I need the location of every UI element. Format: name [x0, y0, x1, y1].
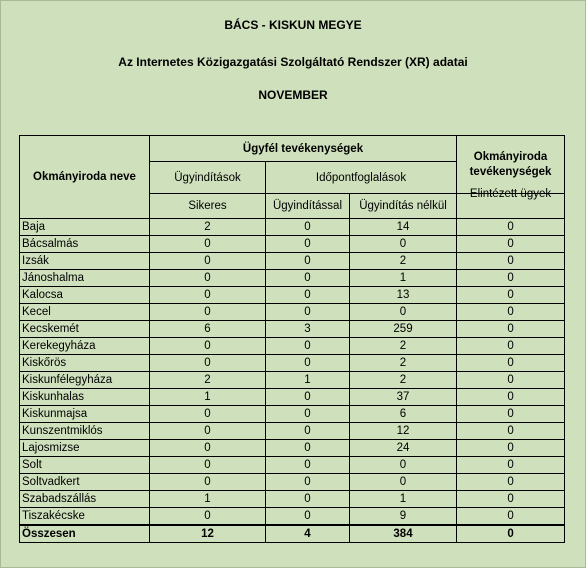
total-successful: 12 — [150, 525, 266, 543]
table-row — [20, 253, 565, 270]
with-initiation-cell: 0 — [266, 355, 350, 372]
without-initiation-cell: 6 — [350, 406, 457, 423]
completed-cell: 0 — [457, 287, 565, 304]
total-completed: 0 — [457, 525, 565, 543]
with-initiation-cell: 0 — [266, 219, 350, 236]
table-row — [20, 440, 565, 457]
header-with-initiation: Ügyindítással — [266, 194, 350, 219]
with-initiation-cell: 0 — [266, 457, 350, 474]
without-initiation-cell: 24 — [350, 440, 457, 457]
with-initiation-cell: 0 — [266, 236, 350, 253]
office-name-cell: Kerekegyháza — [20, 338, 150, 355]
office-name-cell: Kiskunmajsa — [20, 406, 150, 423]
table-row — [20, 406, 565, 423]
completed-cell: 0 — [457, 491, 565, 508]
table-row — [20, 491, 565, 508]
total-row — [20, 525, 565, 543]
without-initiation-cell: 0 — [350, 304, 457, 321]
completed-cell: 0 — [457, 236, 565, 253]
office-name-cell: Jánoshalma — [20, 270, 150, 287]
with-initiation-cell: 0 — [266, 423, 350, 440]
completed-cell: 0 — [457, 389, 565, 406]
without-initiation-cell: 2 — [350, 355, 457, 372]
without-initiation-cell: 1 — [350, 270, 457, 287]
successful-cell: 2 — [150, 219, 266, 236]
table-row — [20, 236, 565, 253]
header-completed: Elintézett ügyek — [457, 182, 565, 207]
completed-cell: 0 — [457, 423, 565, 440]
table-row — [20, 372, 565, 389]
with-initiation-cell: 0 — [266, 491, 350, 508]
successful-cell: 0 — [150, 423, 266, 440]
successful-cell: 6 — [150, 321, 266, 338]
successful-cell: 0 — [150, 270, 266, 287]
without-initiation-cell: 259 — [350, 321, 457, 338]
completed-cell: 0 — [457, 338, 565, 355]
office-name-cell: Bácsalmás — [20, 236, 150, 253]
with-initiation-cell: 0 — [266, 338, 350, 355]
total-with-initiation: 4 — [266, 525, 350, 543]
completed-cell: 0 — [457, 440, 565, 457]
successful-cell: 0 — [150, 338, 266, 355]
successful-cell: 1 — [150, 491, 266, 508]
completed-cell: 0 — [457, 355, 565, 372]
without-initiation-cell: 0 — [350, 474, 457, 491]
with-initiation-cell: 0 — [266, 474, 350, 491]
without-initiation-cell: 1 — [350, 491, 457, 508]
successful-cell: 0 — [150, 304, 266, 321]
table-row — [20, 338, 565, 355]
report-subtitle: Az Internetes Közigazgatási Szolgáltató Rendszer (XR) adatai — [118, 55, 468, 69]
office-name-cell: Lajosmizse — [20, 440, 150, 457]
office-name-cell: Kecel — [20, 304, 150, 321]
completed-cell: 0 — [457, 457, 565, 474]
with-initiation-cell: 0 — [266, 253, 350, 270]
with-initiation-cell: 1 — [266, 372, 350, 389]
with-initiation-cell: 0 — [266, 304, 350, 321]
table-row — [20, 321, 565, 338]
successful-cell: 0 — [150, 253, 266, 270]
successful-cell: 0 — [150, 508, 266, 526]
table-row — [20, 474, 565, 491]
without-initiation-cell: 2 — [350, 253, 457, 270]
table-row — [20, 423, 565, 440]
office-name-cell: Kiskunfélegyháza — [20, 372, 150, 389]
without-initiation-cell: 37 — [350, 389, 457, 406]
table-row — [20, 304, 565, 321]
office-name-cell: Soltvadkert — [20, 474, 150, 491]
with-initiation-cell: 0 — [266, 440, 350, 457]
header-without-initiation: Ügyindítás nélkül — [350, 194, 457, 219]
without-initiation-cell: 2 — [350, 372, 457, 389]
office-name-cell: Kiskőrös — [20, 355, 150, 372]
completed-cell: 0 — [457, 253, 565, 270]
without-initiation-cell: 12 — [350, 423, 457, 440]
successful-cell: 0 — [150, 406, 266, 423]
header-client-activities: Ügyfél tevékenységek — [150, 136, 457, 162]
header-office-name: Okmányiroda neve — [20, 136, 150, 219]
successful-cell: 1 — [150, 389, 266, 406]
table-row — [20, 287, 565, 304]
successful-cell: 0 — [150, 440, 266, 457]
total-label: Összesen — [20, 525, 150, 543]
without-initiation-cell: 2 — [350, 338, 457, 355]
table-row — [20, 355, 565, 372]
table-row — [20, 389, 565, 406]
completed-cell: 0 — [457, 474, 565, 491]
header-initiations: Ügyindítások — [150, 162, 266, 194]
completed-cell: 0 — [457, 406, 565, 423]
with-initiation-cell: 0 — [266, 270, 350, 287]
table-row — [20, 270, 565, 287]
month-title: NOVEMBER — [258, 88, 328, 102]
successful-cell: 0 — [150, 287, 266, 304]
table-row — [20, 457, 565, 474]
header-successful: Sikeres — [150, 194, 266, 219]
office-name-cell: Szabadszállás — [20, 491, 150, 508]
completed-cell: 0 — [457, 270, 565, 287]
successful-cell: 0 — [150, 457, 266, 474]
successful-cell: 0 — [150, 355, 266, 372]
statistics-table — [19, 135, 565, 543]
successful-cell: 2 — [150, 372, 266, 389]
completed-cell: 0 — [457, 372, 565, 389]
office-name-cell: Tiszakécske — [20, 508, 150, 526]
completed-cell: 0 — [457, 219, 565, 236]
without-initiation-cell: 0 — [350, 236, 457, 253]
office-name-cell: Solt — [20, 457, 150, 474]
with-initiation-cell: 0 — [266, 406, 350, 423]
office-name-cell: Kalocsa — [20, 287, 150, 304]
without-initiation-cell: 14 — [350, 219, 457, 236]
without-initiation-cell: 13 — [350, 287, 457, 304]
completed-cell: 0 — [457, 508, 565, 526]
office-name-cell: Kecskemét — [20, 321, 150, 338]
header-appointments: Időpontfoglalások — [266, 162, 457, 194]
office-name-cell: Kiskunhalas — [20, 389, 150, 406]
with-initiation-cell: 0 — [266, 389, 350, 406]
successful-cell: 0 — [150, 474, 266, 491]
without-initiation-cell: 0 — [350, 457, 457, 474]
with-initiation-cell: 3 — [266, 321, 350, 338]
office-name-cell: Baja — [20, 219, 150, 236]
office-name-cell: Izsák — [20, 253, 150, 270]
completed-cell: 0 — [457, 321, 565, 338]
without-initiation-cell: 9 — [350, 508, 457, 526]
total-without-initiation: 384 — [350, 525, 457, 543]
table-row — [20, 219, 565, 236]
table-row — [20, 508, 565, 526]
with-initiation-cell: 0 — [266, 508, 350, 526]
successful-cell: 0 — [150, 236, 266, 253]
office-name-cell: Kunszentmiklós — [20, 423, 150, 440]
completed-cell: 0 — [457, 304, 565, 321]
county-title: BÁCS - KISKUN MEGYE — [224, 18, 362, 32]
header-office-activities: Okmányiroda tevékenységek — [457, 136, 565, 194]
with-initiation-cell: 0 — [266, 287, 350, 304]
